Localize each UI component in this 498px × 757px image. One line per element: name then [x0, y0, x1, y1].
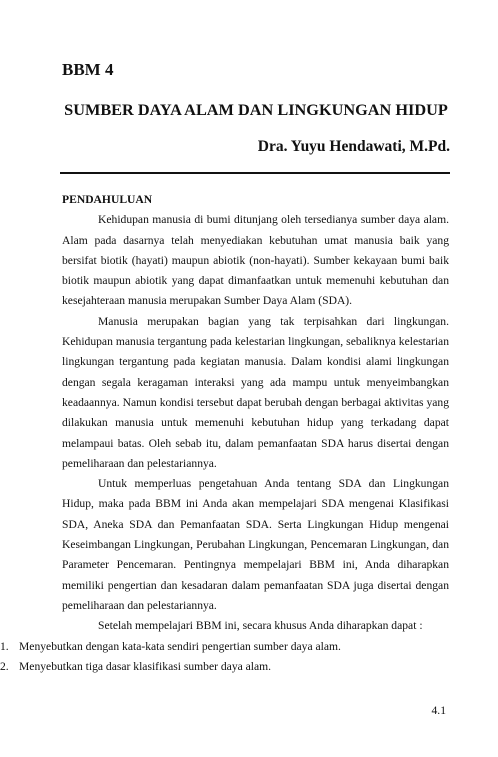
title-divider: [60, 172, 450, 174]
paragraph-3: Untuk memperluas pengetahuan Anda tentang SDA dan Lingkungan Hidup, maka pada BBM ini Anda akan mempelajari SDA mengenai Klasifikasi SDA, Aneka SDA dan Pemanfaatan SDA. Serta Lingkungan Hidup mengenai Keseimbangan Lingkungan, Perubahan Lingkungan, Pencemaran Lingkungan, dan Parameter Pencemaran. Pentingnya mempelajari BBM ini, Anda diharapkan memiliki pengertian dan kesadaran dalam pemanfaatan SDA juga disertai dengan pemeliharaan dan pelestariannya.: [62, 477, 449, 612]
page-number: 4.1: [431, 704, 446, 717]
body-content: [0, 190, 449, 677]
list-item-number: 1.: [0, 639, 9, 653]
section-heading: PENDAHULUAN: [62, 193, 153, 206]
list-item: [0, 637, 449, 657]
list-item-text: Menyebutkan dengan kata-kata sendiri pengertian sumber daya alam.: [19, 639, 341, 653]
chapter-label: BBM 4: [62, 60, 114, 79]
list-item: [0, 657, 449, 677]
author-name: Dra. Yuyu Hendawati, M.Pd.: [257, 138, 450, 155]
chapter-title: SUMBER DAYA ALAM DAN LINGKUNGAN HIDUP: [64, 100, 448, 119]
list-item-text: Menyebutkan tiga dasar klasifikasi sumber daya alam.: [19, 659, 272, 673]
paragraph-2: Manusia merupakan bagian yang tak terpisahkan dari lingkungan. Kehidupan manusia tergantung pada kelestarian lingkungan, sebaliknya kelestarian lingkungan tergantung pada kegiatan manusia. Dalam kondisi alami lingkungan dengan segala keragaman interaksi yang ada mampu untuk menyeimbangkan keadaannya. Namun kondisi tersebut dapat berubah dengan berbagai aktivitas yang dilakukan manusia untuk memenuhi kebutuhan hidup yang terkadang dapat melampaui batas. Oleh sebab itu, dalam pemanfaatan SDA harus disertai dengan pemeliharaan dan pelestariannya.: [62, 314, 449, 470]
list-intro: Setelah mempelajari BBM ini, secara khusus Anda diharapkan dapat :: [98, 619, 423, 633]
list-item-number: 2.: [0, 659, 9, 673]
objectives-list: [0, 637, 449, 678]
paragraph-1: Kehidupan manusia di bumi ditunjang oleh tersedianya sumber daya alam. Alam pada dasarnya telah menyediakan kebutuhan umat manusia baik yang bersifat biotik (hayati) maupun abiotik (non-hayati). Sumber kekayaan bumi baik biotik maupun abiotik yang dapat dimanfaatkan untuk memenuhi kebutuhan dan kesejahteraan manusia merupakan Sumber Daya Alam (SDA).: [62, 213, 449, 308]
